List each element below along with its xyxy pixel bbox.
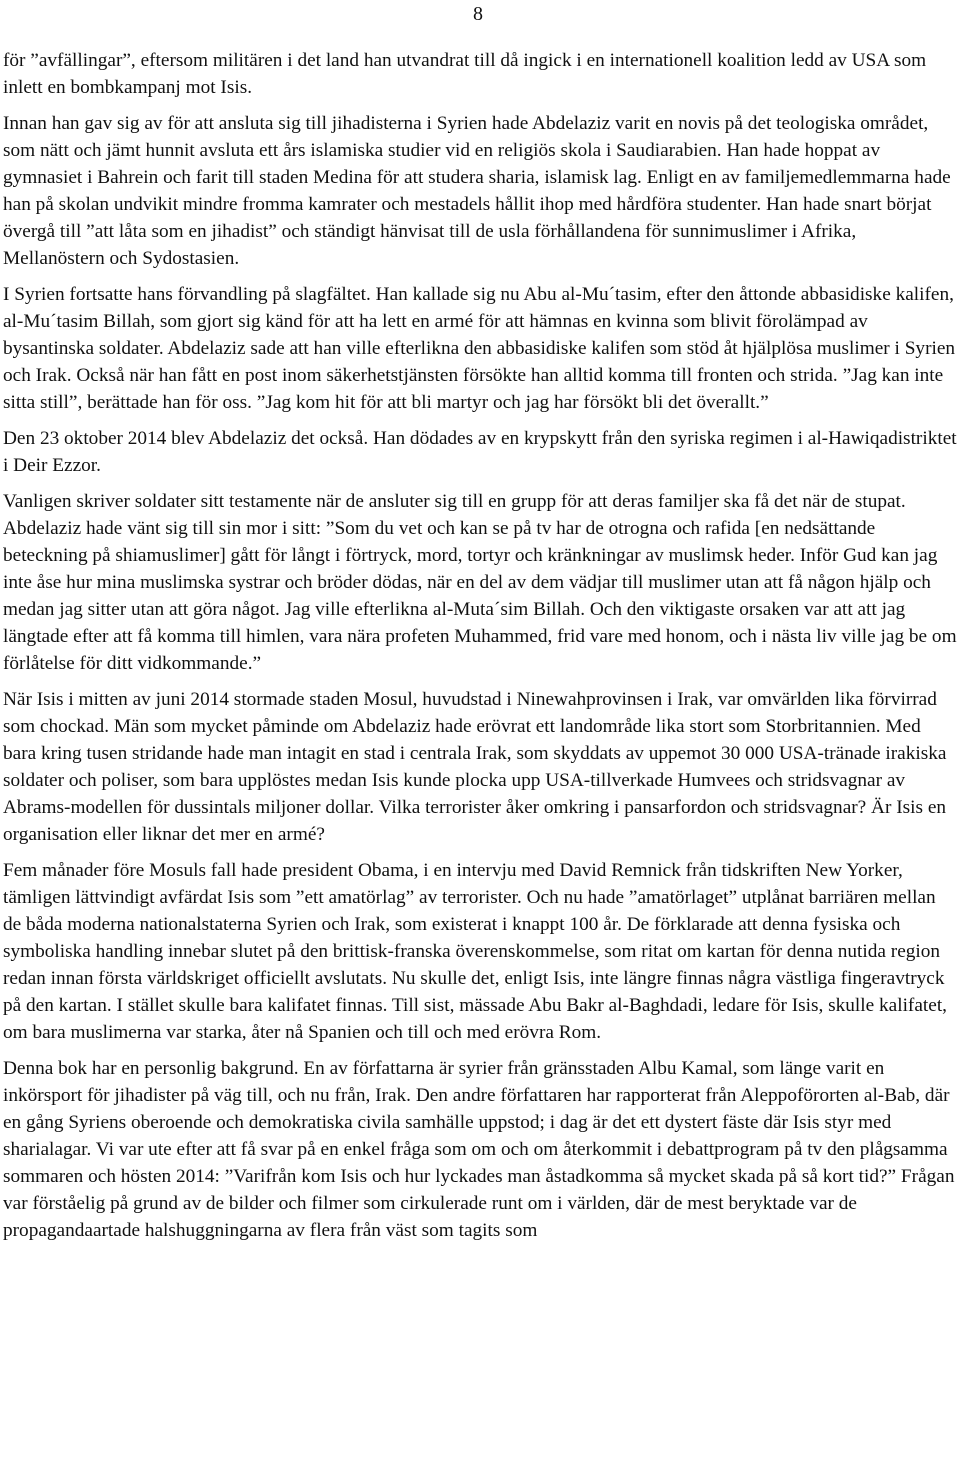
document-body bbox=[3, 47, 958, 1253]
paragraph: När Isis i mitten av juni 2014 stormade staden Mosul, huvudstad i Ninewahprovinsen i Irak, var omvärlden lika förvirrad som chockad. Män som mycket påminde om Abdelaziz hade erövrat ett landområde lika stort som Storbritannien. Med bara kring tusen stridande hade man intagit en stad i centrala Irak, som skyddats av uppemot 30 000 USA-tränade irakiska soldater och poliser, som bara upplöstes medan Isis kunde plocka upp USA-tillverkade Humvees och stridsvagnar av Abrams-modellen för dussintals miljoner dollar. Vilka terrorister åker omkring i pansarfordon och stridsvagnar? Är Isis en organisation eller liknar det mer en armé? bbox=[3, 689, 947, 845]
paragraph: för ”avfällingar”, eftersom militären i det land han utvandrat till då ingick i en internationell koalition ledd av USA som inlett en bombkampanj mot Isis. bbox=[3, 50, 927, 98]
paragraph: Fem månader före Mosuls fall hade president Obama, i en intervju med David Remnick från tidskriften New Yorker, tämligen lättvindigt avfärdat Isis som ”ett amatörlag” av terrorister. Och nu hade ”amatörlaget” utplånat barriären mellan de båda moderna nationalstaterna Syrien och Irak, som existerat i knappt 100 år. De förklarade att denna fysiska och symboliska handling innebar slutet på den brittisk-franska överenskommelse, som ritat om kartan för denna nutida region redan innan första världskriget officiellt avslutats. Nu skulle det, enligt Isis, inte längre finnas några västliga fingeravtryck på den kartan. I stället skulle bara kalifatet finnas. Till sist, mässade Abu Bakr al-Baghdadi, ledare för Isis, skulle kalifatet, om bara muslimerna var starka, åter nå Spanien och till och med erövra Rom. bbox=[3, 860, 947, 1043]
paragraph: Den 23 oktober 2014 blev Abdelaziz det också. Han dödades av en krypskytt från den syriska regimen i al-Hawiqadistriktet i Deir Ezzor. bbox=[3, 428, 957, 476]
paragraph: I Syrien fortsatte hans förvandling på slagfältet. Han kallade sig nu Abu al-Mu´tasim, efter den åttonde abbasidiske kalifen, al-Mu´tasim Billah, som gjort sig känd för att ha lett en armé för att hämnas en kvinna som blivit förolämpad av bysantinska soldater. Abdelaziz sade att han ville efterlikna den abbasidiske kalifen som stöd åt hjälplösa muslimer i Syrien och Irak. Också när han fått en post inom säkerhetstjänsten försökte han alltid komma till fronten och strida. ”Jag kan inte sitta still”, berättade han för oss. ”Jag kom hit för att bli martyr och jag har försökt bli det överallt.” bbox=[3, 284, 956, 413]
paragraph: Innan han gav sig av för att ansluta sig till jihadisterna i Syrien hade Abdelaziz varit en novis på det teologiska området, som nätt och jämt hunnit avsluta ett års islamiska studier vid en religiös skola i Saudiarabien. Han hade hoppat av gymnasiet i Bahrein och farit till staden Medina för att studera sharia, islamisk lag. Enligt en av familjemedlemmarna hade han på skolan undvikit mindre fromma kamrater och mestadels hållit ihop med hårdföra studenter. Han hade snart börjat övergå till ”att låta som en jihadist” och ständigt hänvisat till de usla förhållandena för sunnimuslimer i Afrika, Mellanöstern och Sydostasien. bbox=[3, 113, 951, 269]
page-number: 8 bbox=[473, 3, 483, 25]
paragraph: Vanligen skriver soldater sitt testamente när de ansluter sig till en grupp för att deras familjer ska få det när de stupat. Abdelaziz hade vänt sig till sin mor i sitt: ”Som du vet och kan se på tv har de otrogna och rafida [en nedsättande beteckning på shiamuslimer] gått för långt i förtryck, mord, tortyr och kränkningar av muslimsk heder. Inför Gud kan jag inte åse hur mina muslimska systrar och bröder dödas, när en del av dem vädjar till muslimer utan att få någon hjälp och medan jag sitter utan att göra något. Jag ville efterlikna al-Muta´sim Billah. Och den viktigaste orsaken var att att jag längtade efter att få komma till himlen, vara nära profeten Muhammed, frid vare med honom, och i nästa liv ville jag be om förlåtelse för ditt vidkommande.” bbox=[3, 491, 957, 674]
paragraph: Denna bok har en personlig bakgrund. En av författarna är syrier från gränsstaden Albu Kamal, som länge varit en inkörsport för jihadister på väg till, och nu från, Irak. Den andre författaren har rapporterat från Aleppoförorten al-Bab, där en gång Syriens oberoende och demokratiska civila samhälle uppstod; i dag är det ett dystert fäste där Isis styr med sharialagar. Vi var ute efter att få svar på en enkel fråga som om och om återkommit i debattprogram på tv den plågsamma sommaren och hösten 2014: ”Varifrån kom Isis och hur lyckades man åstadkomma så mycket skada på så kort tid?” Frågan var förståelig på grund av de bilder och filmer som cirkulerade runt om i världen, där de mest beryktade var de propagandaartade halshuggningarna av flera från väst som tagits som bbox=[3, 1058, 955, 1241]
